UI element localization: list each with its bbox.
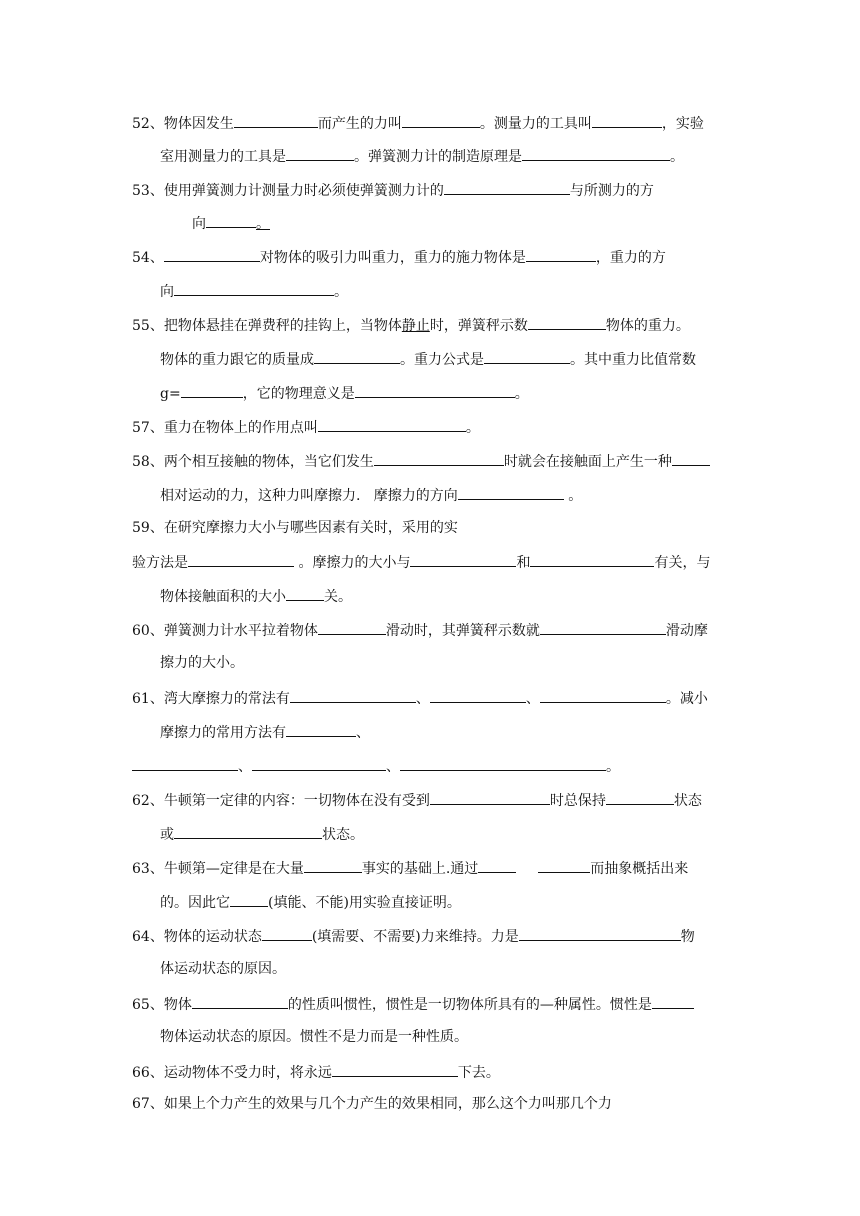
q67-text: 67、如果上个力产生的效果与几个力产生的效果相同，那么这个力叫那几个力 bbox=[132, 1096, 612, 1112]
answer-blank[interactable] bbox=[252, 755, 386, 771]
q60-text: 滑动时，其弹簧秤示数就 bbox=[385, 623, 540, 639]
q65-text: 65、物体 bbox=[132, 997, 192, 1013]
q59-text: 59、在研究摩擦力大小与哪些因素有关时，采用的实 bbox=[132, 520, 458, 536]
q53-text: 向 bbox=[192, 216, 206, 232]
q65-text: 的性质叫惯性，惯性是一切物体所具有的—种属性。惯性是 bbox=[287, 997, 652, 1013]
q55-line-2 bbox=[160, 348, 696, 370]
q59-text: 验方法是 bbox=[132, 555, 188, 571]
answer-blank[interactable] bbox=[400, 755, 606, 771]
q52-text: 。弹簧测力计的制造原理是 bbox=[354, 149, 522, 165]
q62-line-2 bbox=[160, 823, 364, 845]
q53-line-1 bbox=[132, 179, 654, 201]
q54-text: 。 bbox=[334, 284, 348, 300]
answer-blank[interactable] bbox=[318, 416, 466, 432]
answer-blank[interactable] bbox=[132, 755, 238, 771]
q61-text: 、 bbox=[525, 691, 540, 707]
q61-line-1 bbox=[132, 687, 708, 709]
answer-blank[interactable] bbox=[528, 314, 606, 330]
q52-text: 。测量力的工具叫 bbox=[479, 116, 592, 132]
q55-text: ，它的物理意义是 bbox=[242, 386, 355, 402]
q67-line-1 bbox=[132, 1094, 612, 1114]
answer-blank[interactable] bbox=[540, 687, 666, 703]
q63-line-1 bbox=[132, 857, 688, 879]
answer-blank[interactable] bbox=[230, 891, 268, 907]
q62-text: 状态 bbox=[673, 793, 702, 809]
answer-blank[interactable] bbox=[318, 619, 386, 635]
q54-text: 向 bbox=[160, 284, 174, 300]
q59-line-2 bbox=[132, 551, 710, 573]
q62-text: 状态。 bbox=[322, 827, 364, 843]
answer-blank[interactable] bbox=[174, 823, 322, 839]
q52-line-2 bbox=[160, 145, 684, 167]
q64-text: 64、物体的运动状态 bbox=[132, 929, 262, 945]
q61-text: 、 bbox=[386, 759, 400, 775]
answer-blank[interactable] bbox=[164, 246, 260, 262]
q65-line-2 bbox=[160, 1027, 468, 1047]
q64-line-2 bbox=[160, 959, 286, 979]
answer-blank[interactable] bbox=[192, 993, 288, 1009]
q55-text: 物体的重力。 bbox=[605, 318, 690, 334]
answer-blank[interactable] bbox=[430, 789, 550, 805]
q54-line-2 bbox=[160, 280, 348, 302]
answer-blank[interactable] bbox=[478, 857, 516, 873]
q66-text: 66、运动物体不受力时，将永远 bbox=[132, 1065, 332, 1081]
q58-line-2 bbox=[160, 484, 582, 506]
q62-line-1 bbox=[132, 789, 702, 811]
answer-blank[interactable] bbox=[290, 687, 416, 703]
answer-blank[interactable] bbox=[286, 585, 324, 601]
q55-text: 。重力公式是 bbox=[400, 352, 484, 368]
q55-text: g= bbox=[160, 386, 181, 402]
answer-blank[interactable] bbox=[286, 145, 354, 161]
q57-text: 57、重力在物体上的作用点叫 bbox=[132, 420, 318, 436]
q61-text: 、 bbox=[356, 725, 370, 741]
q57-line-1 bbox=[132, 416, 480, 438]
q63-text: 而抽象概括出来 bbox=[590, 861, 689, 877]
answer-blank[interactable] bbox=[522, 145, 670, 161]
answer-blank[interactable] bbox=[538, 857, 590, 873]
answer-blank[interactable] bbox=[332, 1061, 458, 1077]
q58-text: 时就会在接触面上产生一种 bbox=[503, 454, 672, 470]
q55-text: 物体的重力跟它的质量成 bbox=[160, 352, 314, 368]
q64-text: (填需要、不需要)力来维持。力是 bbox=[311, 929, 519, 945]
q63-text: 63、牛顿第—定律是在大量 bbox=[132, 861, 304, 877]
answer-blank[interactable] bbox=[444, 179, 570, 195]
q62-text: 或 bbox=[160, 827, 174, 843]
q58-text: 相对运动的力，这种力叫摩擦力. 摩擦力的方向 bbox=[160, 488, 458, 504]
answer-blank[interactable] bbox=[286, 721, 356, 737]
q55-line-3 bbox=[160, 382, 529, 404]
q53-text: 。 bbox=[256, 216, 270, 232]
q54-text: ，重力的方 bbox=[595, 250, 666, 266]
q54-line-1 bbox=[132, 246, 666, 268]
q65-line-1 bbox=[132, 993, 694, 1015]
answer-blank[interactable] bbox=[652, 993, 694, 1009]
q66-line-1 bbox=[132, 1061, 500, 1083]
q55-text: 。其中重力比值常数 bbox=[570, 352, 696, 368]
q58-text: 。 bbox=[563, 488, 583, 504]
q53-text: 与所测力的方 bbox=[569, 183, 654, 199]
q59-text: 物体接触面积的大小 bbox=[160, 589, 286, 605]
q52-text: 室用测量力的工具是 bbox=[160, 149, 286, 165]
q58-text: 58、两个相互接触的物体，当它们发生 bbox=[132, 454, 374, 470]
answer-blank[interactable] bbox=[672, 450, 710, 466]
q63-line-2 bbox=[160, 891, 461, 913]
answer-blank[interactable] bbox=[484, 348, 570, 364]
q58-line-1 bbox=[132, 450, 710, 472]
q60-line-2 bbox=[160, 653, 244, 673]
q59-line-1 bbox=[132, 518, 458, 538]
q55-text: 55、把物体悬挂在弹费秤的挂钩上，当物体 bbox=[132, 318, 402, 334]
q53-line-2 bbox=[192, 212, 270, 234]
q52-text: 。 bbox=[670, 149, 684, 165]
q61-text: 。减小 bbox=[665, 691, 708, 707]
q64-line-1 bbox=[132, 925, 695, 947]
q54-text: 54、 bbox=[132, 250, 164, 266]
answer-blank[interactable] bbox=[206, 212, 256, 228]
q63-text: 的。因此它 bbox=[160, 895, 230, 911]
answer-blank[interactable] bbox=[519, 925, 681, 941]
q66-text: 下去。 bbox=[457, 1065, 500, 1081]
answer-blank[interactable] bbox=[188, 551, 294, 567]
answer-blank[interactable] bbox=[262, 925, 312, 941]
q61-text: 摩擦力的常用方法有 bbox=[160, 725, 286, 741]
q60-text: 60、弹簧测力计水平拉着物体 bbox=[132, 623, 318, 639]
q61-text: 、 bbox=[238, 759, 252, 775]
q55-underlined-word: 静止 bbox=[401, 318, 430, 334]
q52-text: ，实验 bbox=[661, 116, 704, 132]
answer-blank[interactable] bbox=[526, 246, 596, 262]
q59-line-3 bbox=[160, 585, 352, 607]
answer-blank[interactable] bbox=[234, 112, 318, 128]
q62-text: 时总保持 bbox=[549, 793, 606, 809]
q61-line-3 bbox=[132, 755, 620, 777]
q63-text: (填能、不能)用实验直接证明。 bbox=[268, 895, 461, 911]
q61-text: 、 bbox=[415, 691, 430, 707]
q65-text: 物体运动状态的原因。惯性不是力而是一种性质。 bbox=[160, 1029, 468, 1045]
q59-text: 。摩擦力的大小与 bbox=[294, 555, 411, 571]
q53-text: 53、使用弹簧测力计测量力时必须使弹簧测力计的 bbox=[132, 183, 444, 199]
q64-text: 体运动状态的原因。 bbox=[160, 961, 286, 977]
answer-blank[interactable] bbox=[540, 619, 666, 635]
q52-text: 而产生的力叫 bbox=[317, 116, 402, 132]
q55-text: 。 bbox=[514, 386, 529, 402]
answer-blank[interactable] bbox=[430, 687, 526, 703]
q52-line-1 bbox=[132, 112, 704, 134]
answer-blank[interactable] bbox=[181, 382, 243, 398]
q62-text: 62、牛顿第一定律的内容：一切物体在没有受到 bbox=[132, 793, 430, 809]
q57-text: 。 bbox=[465, 420, 480, 436]
answer-blank[interactable] bbox=[402, 112, 480, 128]
q54-text: 对物体的吸引力叫重力，重力的施力物体是 bbox=[259, 250, 526, 266]
q61-line-2 bbox=[160, 721, 370, 743]
answer-blank[interactable] bbox=[530, 551, 654, 567]
q52-text: 52、物体因发生 bbox=[132, 116, 234, 132]
q63-text: 事实的基础上.通过 bbox=[361, 861, 479, 877]
answer-blank[interactable] bbox=[355, 382, 515, 398]
answer-blank[interactable] bbox=[304, 857, 362, 873]
q60-text: 擦力的大小。 bbox=[160, 655, 244, 671]
answer-blank[interactable] bbox=[592, 112, 662, 128]
answer-blank[interactable] bbox=[458, 484, 564, 500]
q64-text: 物 bbox=[680, 929, 695, 945]
q60-line-1 bbox=[132, 619, 708, 641]
q60-text: 滑动摩 bbox=[665, 623, 708, 639]
answer-blank[interactable] bbox=[174, 280, 334, 296]
q55-line-1 bbox=[132, 314, 690, 336]
answer-blank[interactable] bbox=[606, 789, 674, 805]
q59-text: 有关，与 bbox=[654, 555, 711, 571]
answer-blank[interactable] bbox=[374, 450, 504, 466]
answer-blank[interactable] bbox=[314, 348, 400, 364]
q59-text: 关。 bbox=[324, 589, 352, 605]
answer-blank[interactable] bbox=[410, 551, 516, 567]
q61-text: 61、湾大摩擦力的常法有 bbox=[132, 691, 290, 707]
q55-text: 时，弹簧秤示数 bbox=[429, 318, 528, 334]
q59-text: 和 bbox=[516, 555, 531, 571]
q61-text: 。 bbox=[606, 759, 620, 775]
